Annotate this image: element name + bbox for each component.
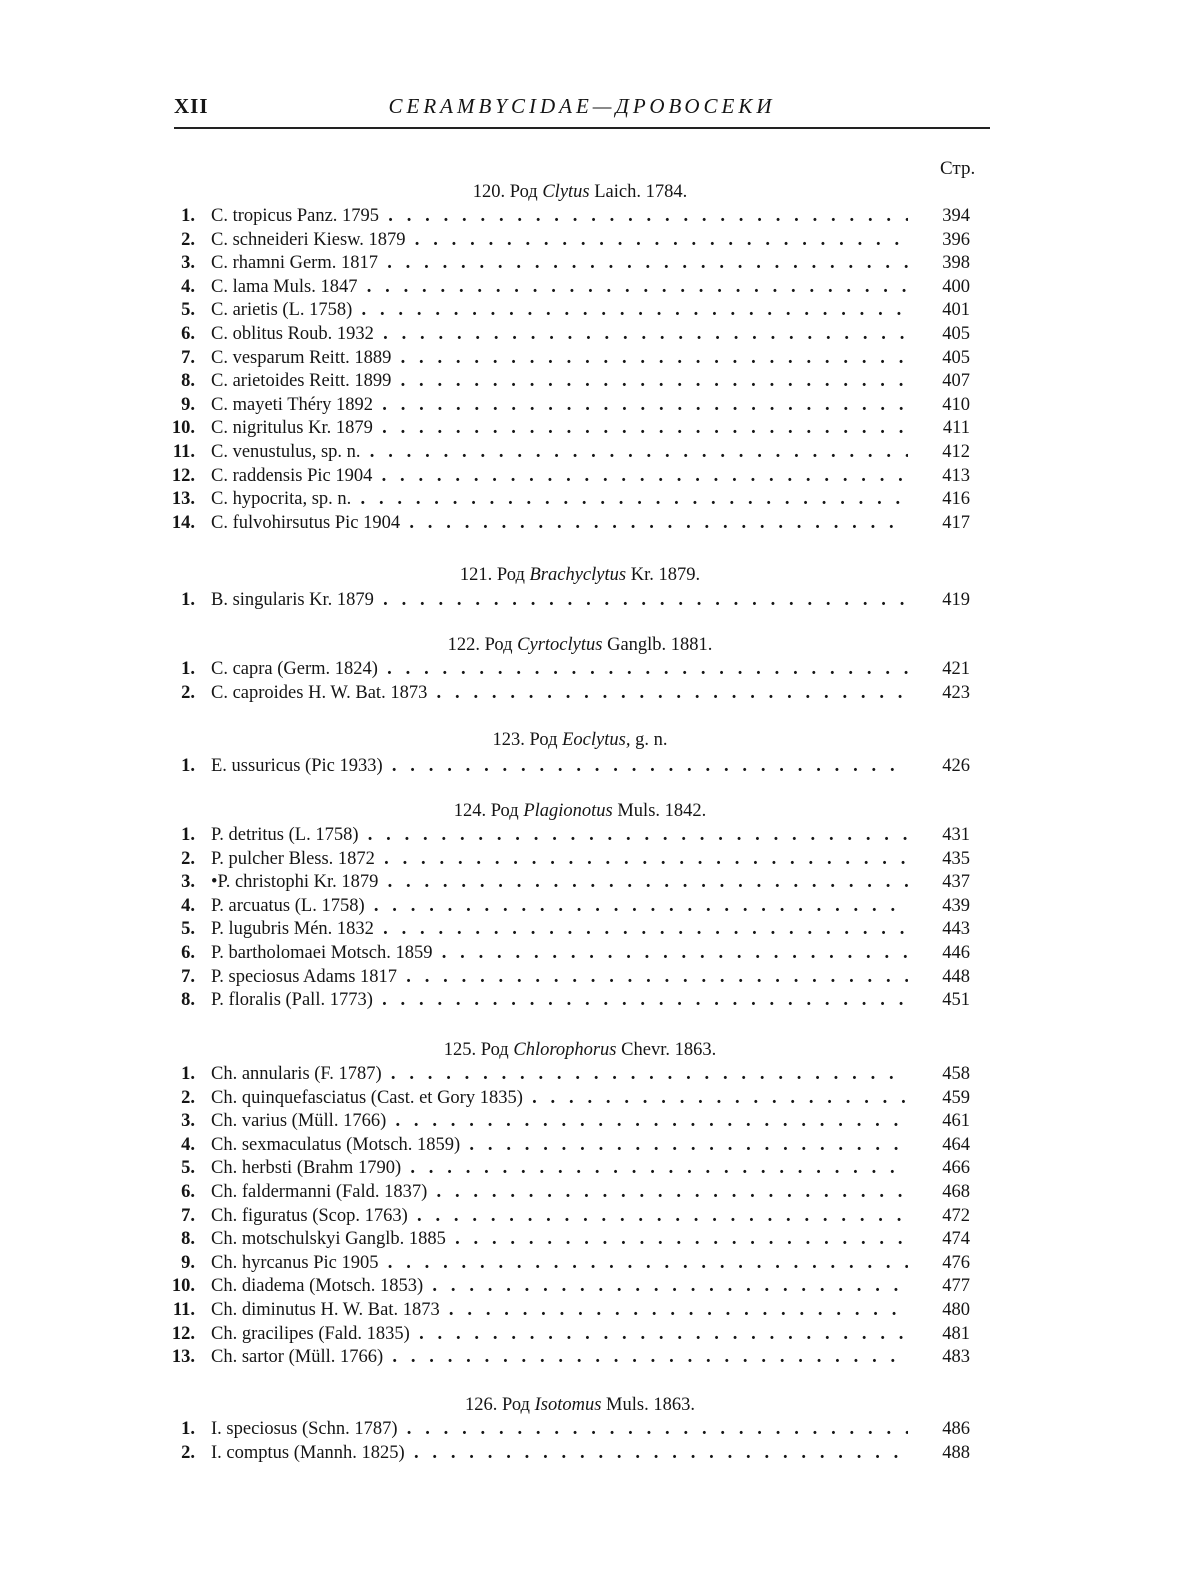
entry-number: 1. bbox=[181, 1064, 195, 1084]
page-reference: 400 bbox=[942, 276, 970, 297]
toc-row bbox=[0, 659, 1191, 683]
species-name: C. arietis (L. 1758) . . . bbox=[211, 300, 908, 321]
entry-number: 4. bbox=[181, 276, 195, 297]
entry-number: 10. bbox=[171, 1276, 195, 1297]
toc-row bbox=[0, 1300, 1191, 1324]
genus-authority: Laich. 1784. bbox=[594, 182, 688, 202]
genus-name: Cyrtoclytus bbox=[517, 635, 603, 655]
entry-number: 9. bbox=[181, 394, 195, 415]
entry-number: 3. bbox=[181, 1111, 195, 1132]
toc-row bbox=[0, 418, 1191, 442]
toc-row bbox=[0, 1158, 1191, 1182]
genus-rank: Род bbox=[509, 182, 538, 202]
entry-number: 6. bbox=[181, 324, 195, 344]
species-name: C. caproides H. W. Bat. 1873 . . . bbox=[211, 683, 908, 704]
toc-row bbox=[0, 1206, 1191, 1230]
toc-row bbox=[0, 206, 1191, 230]
toc-row bbox=[0, 300, 1191, 324]
genus-heading bbox=[170, 565, 990, 586]
page-reference: 417 bbox=[942, 512, 970, 533]
genus-number: 121. bbox=[459, 565, 493, 585]
page-reference: 474 bbox=[942, 1229, 970, 1250]
species-name: Ch. gracilipes (Fald. 1835) . . . bbox=[211, 1324, 908, 1345]
species-name: Ch. sexmaculatus (Motsch. 1859) . . . bbox=[211, 1135, 908, 1156]
page-reference: 437 bbox=[942, 872, 970, 893]
genus-authority: g. n. bbox=[635, 730, 668, 750]
species-name: C. vesparum Reitt. 1889 . . . bbox=[211, 348, 908, 369]
entry-number: 7. bbox=[181, 966, 195, 987]
genus-heading bbox=[170, 801, 990, 822]
page-reference: 486 bbox=[942, 1419, 970, 1439]
page-reference: 405 bbox=[942, 347, 970, 368]
genus-number: 123. bbox=[492, 730, 525, 750]
page-reference: 480 bbox=[942, 1300, 970, 1320]
page-reference: 435 bbox=[942, 848, 970, 869]
page-reference: 423 bbox=[942, 682, 970, 703]
page-reference: 466 bbox=[942, 1158, 970, 1179]
page-reference: 446 bbox=[942, 943, 970, 963]
toc-row bbox=[0, 230, 1191, 254]
entry-number: 1. bbox=[181, 206, 195, 226]
toc-row bbox=[0, 489, 1191, 513]
toc-row bbox=[0, 1088, 1191, 1112]
entry-number: 11. bbox=[172, 442, 195, 462]
entry-number: 4. bbox=[181, 895, 195, 916]
entry-number: 9. bbox=[181, 1252, 195, 1273]
page-reference: 410 bbox=[942, 394, 970, 415]
toc-row bbox=[0, 1443, 1191, 1467]
entry-number: 3. bbox=[181, 253, 195, 274]
toc-row bbox=[0, 1324, 1191, 1348]
page-reference: 448 bbox=[942, 966, 970, 987]
genus-heading bbox=[170, 635, 990, 656]
genus-authority: Ganglb. 1881. bbox=[607, 635, 713, 655]
page-reference: 431 bbox=[942, 825, 970, 845]
toc-row bbox=[0, 1229, 1191, 1253]
genus-heading bbox=[170, 1040, 990, 1061]
species-name: P. detritus (L. 1758) . . . bbox=[211, 825, 908, 846]
page-reference: 419 bbox=[942, 590, 970, 610]
species-name: C. nigritulus Kr. 1879 . . . bbox=[211, 418, 908, 439]
page-reference: 472 bbox=[942, 1205, 970, 1226]
toc-row bbox=[0, 1253, 1191, 1277]
species-name: C. hypocrita, sp. n. . . . bbox=[211, 489, 908, 510]
genus-rank: Род bbox=[496, 565, 525, 585]
entry-number: 2. bbox=[181, 848, 195, 869]
species-name: Ch. diadema (Motsch. 1853) . . . bbox=[211, 1276, 908, 1297]
species-name: Ch. hyrcanus Pic 1905 . . . bbox=[211, 1253, 908, 1274]
page-reference: 476 bbox=[942, 1252, 970, 1273]
genus-name: Isotomus bbox=[534, 1395, 602, 1415]
species-name: Ch. sartor (Müll. 1766) . . . bbox=[211, 1347, 908, 1368]
page-reference: 443 bbox=[942, 919, 970, 940]
genus-number: 124. bbox=[453, 801, 487, 821]
genus-name: Eoclytus, bbox=[562, 730, 631, 750]
running-title: CERAMBYCIDAE—ДРОВОСЕКИ bbox=[388, 94, 776, 118]
toc-row bbox=[0, 466, 1191, 490]
entry-number: 8. bbox=[181, 1229, 195, 1250]
species-name: C. oblitus Roub. 1932 . . . bbox=[211, 324, 908, 345]
entry-number: 11. bbox=[172, 1300, 195, 1320]
species-name: B. singularis Kr. 1879 . . . bbox=[211, 590, 908, 611]
page-reference: 398 bbox=[942, 253, 970, 274]
entry-number: 2. bbox=[181, 682, 195, 703]
species-name: C. fulvohirsutus Pic 1904 . . . bbox=[211, 513, 908, 534]
entry-number: 5. bbox=[181, 1158, 195, 1179]
toc-row bbox=[0, 1276, 1191, 1300]
page-reference: 464 bbox=[942, 1134, 970, 1155]
entry-number: 7. bbox=[181, 347, 195, 368]
page-reference: 461 bbox=[942, 1111, 970, 1132]
genus-number: 120. bbox=[472, 182, 506, 202]
species-name: P. bartholomaei Motsch. 1859 . . . bbox=[211, 943, 908, 964]
genus-heading bbox=[170, 1395, 990, 1416]
entry-number: 14. bbox=[171, 512, 195, 533]
species-name: Ch. annularis (F. 1787) . . . bbox=[211, 1064, 908, 1085]
toc-row bbox=[0, 253, 1191, 277]
page-reference: 412 bbox=[942, 442, 970, 462]
entry-number: 7. bbox=[181, 1205, 195, 1226]
species-name: C. venustulus, sp. n. . . . bbox=[211, 442, 908, 463]
species-name: C. capra (Germ. 1824) . . . bbox=[211, 659, 908, 680]
toc-row bbox=[0, 825, 1191, 849]
genus-heading bbox=[170, 730, 990, 751]
toc-row bbox=[0, 371, 1191, 395]
species-name: Ch. varius (Müll. 1766) . . . bbox=[211, 1111, 908, 1132]
entry-number: 6. bbox=[181, 1182, 195, 1202]
genus-rank: Род bbox=[502, 1395, 530, 1415]
page-reference: 481 bbox=[942, 1323, 970, 1344]
page-column-label: Стр. bbox=[940, 158, 976, 179]
toc-row bbox=[0, 919, 1191, 943]
species-name: C. lama Muls. 1847 . . . bbox=[211, 277, 908, 298]
entry-number: 1. bbox=[181, 590, 195, 610]
toc-row bbox=[0, 513, 1191, 537]
page-reference: 396 bbox=[942, 229, 970, 250]
toc-row bbox=[0, 1111, 1191, 1135]
page-reference: 394 bbox=[942, 206, 970, 226]
page-reference: 439 bbox=[942, 895, 970, 916]
genus-rank: Род bbox=[480, 1040, 509, 1060]
species-name: I. comptus (Mannh. 1825) . . . bbox=[211, 1443, 908, 1464]
genus-number: 125. bbox=[443, 1040, 477, 1060]
entry-number: 5. bbox=[181, 919, 195, 940]
toc-row bbox=[0, 1135, 1191, 1159]
species-name: P. lugubris Mén. 1832 . . . bbox=[211, 919, 908, 940]
entry-number: 12. bbox=[171, 465, 195, 486]
page-reference: 483 bbox=[942, 1347, 970, 1368]
entry-number: 2. bbox=[181, 1087, 195, 1108]
genus-authority: Chevr. 1863. bbox=[621, 1040, 717, 1060]
page-reference: 477 bbox=[942, 1276, 970, 1297]
page-reference: 426 bbox=[942, 756, 970, 776]
toc-row bbox=[0, 943, 1191, 967]
toc-row bbox=[0, 990, 1191, 1014]
species-name: C. arietoides Reitt. 1899 . . . bbox=[211, 371, 908, 392]
header-rule bbox=[174, 127, 990, 129]
species-name: P. arcuatus (L. 1758) . . . bbox=[211, 896, 908, 917]
toc-row bbox=[0, 324, 1191, 348]
species-name: Ch. figuratus (Scop. 1763) . . . bbox=[211, 1206, 908, 1227]
entry-number: 13. bbox=[171, 489, 195, 510]
toc-row bbox=[0, 277, 1191, 301]
species-name: Ch. diminutus H. W. Bat. 1873 . . . bbox=[211, 1300, 908, 1321]
species-name: P. speciosus Adams 1817 . . . bbox=[211, 967, 908, 988]
toc-row bbox=[0, 590, 1191, 614]
species-name: C. rhamni Germ. 1817 . . . bbox=[211, 253, 908, 274]
species-name: Ch. motschulskyi Ganglb. 1885 . . . bbox=[211, 1229, 908, 1250]
page-header bbox=[174, 94, 990, 124]
entry-number: 1. bbox=[181, 825, 195, 845]
species-name: Ch. faldermanni (Fald. 1837) . . . bbox=[211, 1182, 908, 1203]
toc-row bbox=[0, 1419, 1191, 1443]
page-reference: 401 bbox=[942, 300, 970, 321]
species-name: P. floralis (Pall. 1773) . . . bbox=[211, 990, 908, 1011]
species-name: C. raddensis Pic 1904 . . . bbox=[211, 466, 908, 487]
page-reference: 405 bbox=[942, 324, 970, 344]
entry-number: 2. bbox=[181, 1442, 195, 1463]
species-name: Ch. quinquefasciatus (Cast. et Gory 1835) . . . bbox=[211, 1088, 908, 1109]
species-name: C. tropicus Panz. 1795 . . . bbox=[211, 206, 908, 227]
species-name: E. ussuricus (Pic 1933) . . . bbox=[211, 756, 908, 777]
page-number: XII bbox=[174, 94, 209, 118]
entry-number: 4. bbox=[181, 1134, 195, 1155]
species-name: P. pulcher Bless. 1872 . . . bbox=[211, 849, 908, 870]
page-reference: 468 bbox=[942, 1182, 970, 1202]
genus-heading bbox=[170, 182, 990, 203]
genus-name: Plagionotus bbox=[523, 801, 613, 821]
entry-number: 8. bbox=[181, 371, 195, 392]
genus-authority: Muls. 1863. bbox=[606, 1395, 695, 1415]
toc-row bbox=[0, 442, 1191, 466]
genus-name: Brachyclytus bbox=[529, 565, 627, 585]
entry-number: 1. bbox=[181, 1419, 195, 1439]
genus-authority: Muls. 1842. bbox=[617, 801, 707, 821]
entry-number: 6. bbox=[181, 943, 195, 963]
toc-row bbox=[0, 395, 1191, 419]
entry-number: 1. bbox=[181, 659, 195, 679]
toc-row bbox=[0, 872, 1191, 896]
page-reference: 411 bbox=[942, 418, 970, 439]
toc-row bbox=[0, 756, 1191, 780]
species-name: •P. christophi Kr. 1879 . . . bbox=[211, 872, 908, 893]
toc-row bbox=[0, 849, 1191, 873]
toc-row bbox=[0, 967, 1191, 991]
toc-row bbox=[0, 896, 1191, 920]
genus-rank: Род bbox=[484, 635, 513, 655]
entry-number: 12. bbox=[171, 1323, 195, 1344]
page-reference: 407 bbox=[942, 371, 970, 392]
genus-name: Clytus bbox=[542, 182, 590, 202]
page-reference: 458 bbox=[942, 1064, 970, 1084]
genus-rank: Род bbox=[490, 801, 519, 821]
toc-row bbox=[0, 683, 1191, 707]
species-name: C. mayeti Théry 1892 . . . bbox=[211, 395, 908, 416]
genus-authority: Kr. 1879. bbox=[630, 565, 701, 585]
species-name: C. schneideri Kiesw. 1879 . . . bbox=[211, 230, 908, 251]
entry-number: 10. bbox=[171, 418, 195, 439]
toc-row bbox=[0, 348, 1191, 372]
entry-number: 8. bbox=[181, 990, 195, 1011]
genus-rank: Род bbox=[529, 730, 558, 750]
species-name: I. speciosus (Schn. 1787) . . . bbox=[211, 1419, 908, 1440]
toc-row bbox=[0, 1347, 1191, 1371]
page-reference: 413 bbox=[942, 465, 970, 486]
genus-number: 126. bbox=[465, 1395, 498, 1415]
genus-name: Chlorophorus bbox=[513, 1040, 617, 1060]
entry-number: 1. bbox=[181, 756, 195, 776]
entry-number: 2. bbox=[181, 229, 195, 250]
page-reference: 488 bbox=[942, 1442, 970, 1463]
entry-number: 13. bbox=[171, 1347, 195, 1368]
genus-number: 122. bbox=[447, 635, 480, 655]
page-reference: 459 bbox=[942, 1087, 970, 1108]
page-reference: 451 bbox=[942, 990, 970, 1011]
entry-number: 5. bbox=[181, 300, 195, 321]
toc-row bbox=[0, 1064, 1191, 1088]
page-reference: 416 bbox=[942, 489, 970, 510]
entry-number: 3. bbox=[181, 872, 195, 893]
species-name: Ch. herbsti (Brahm 1790) . . . bbox=[211, 1158, 908, 1179]
toc-row bbox=[0, 1182, 1191, 1206]
page-reference: 421 bbox=[942, 659, 970, 679]
